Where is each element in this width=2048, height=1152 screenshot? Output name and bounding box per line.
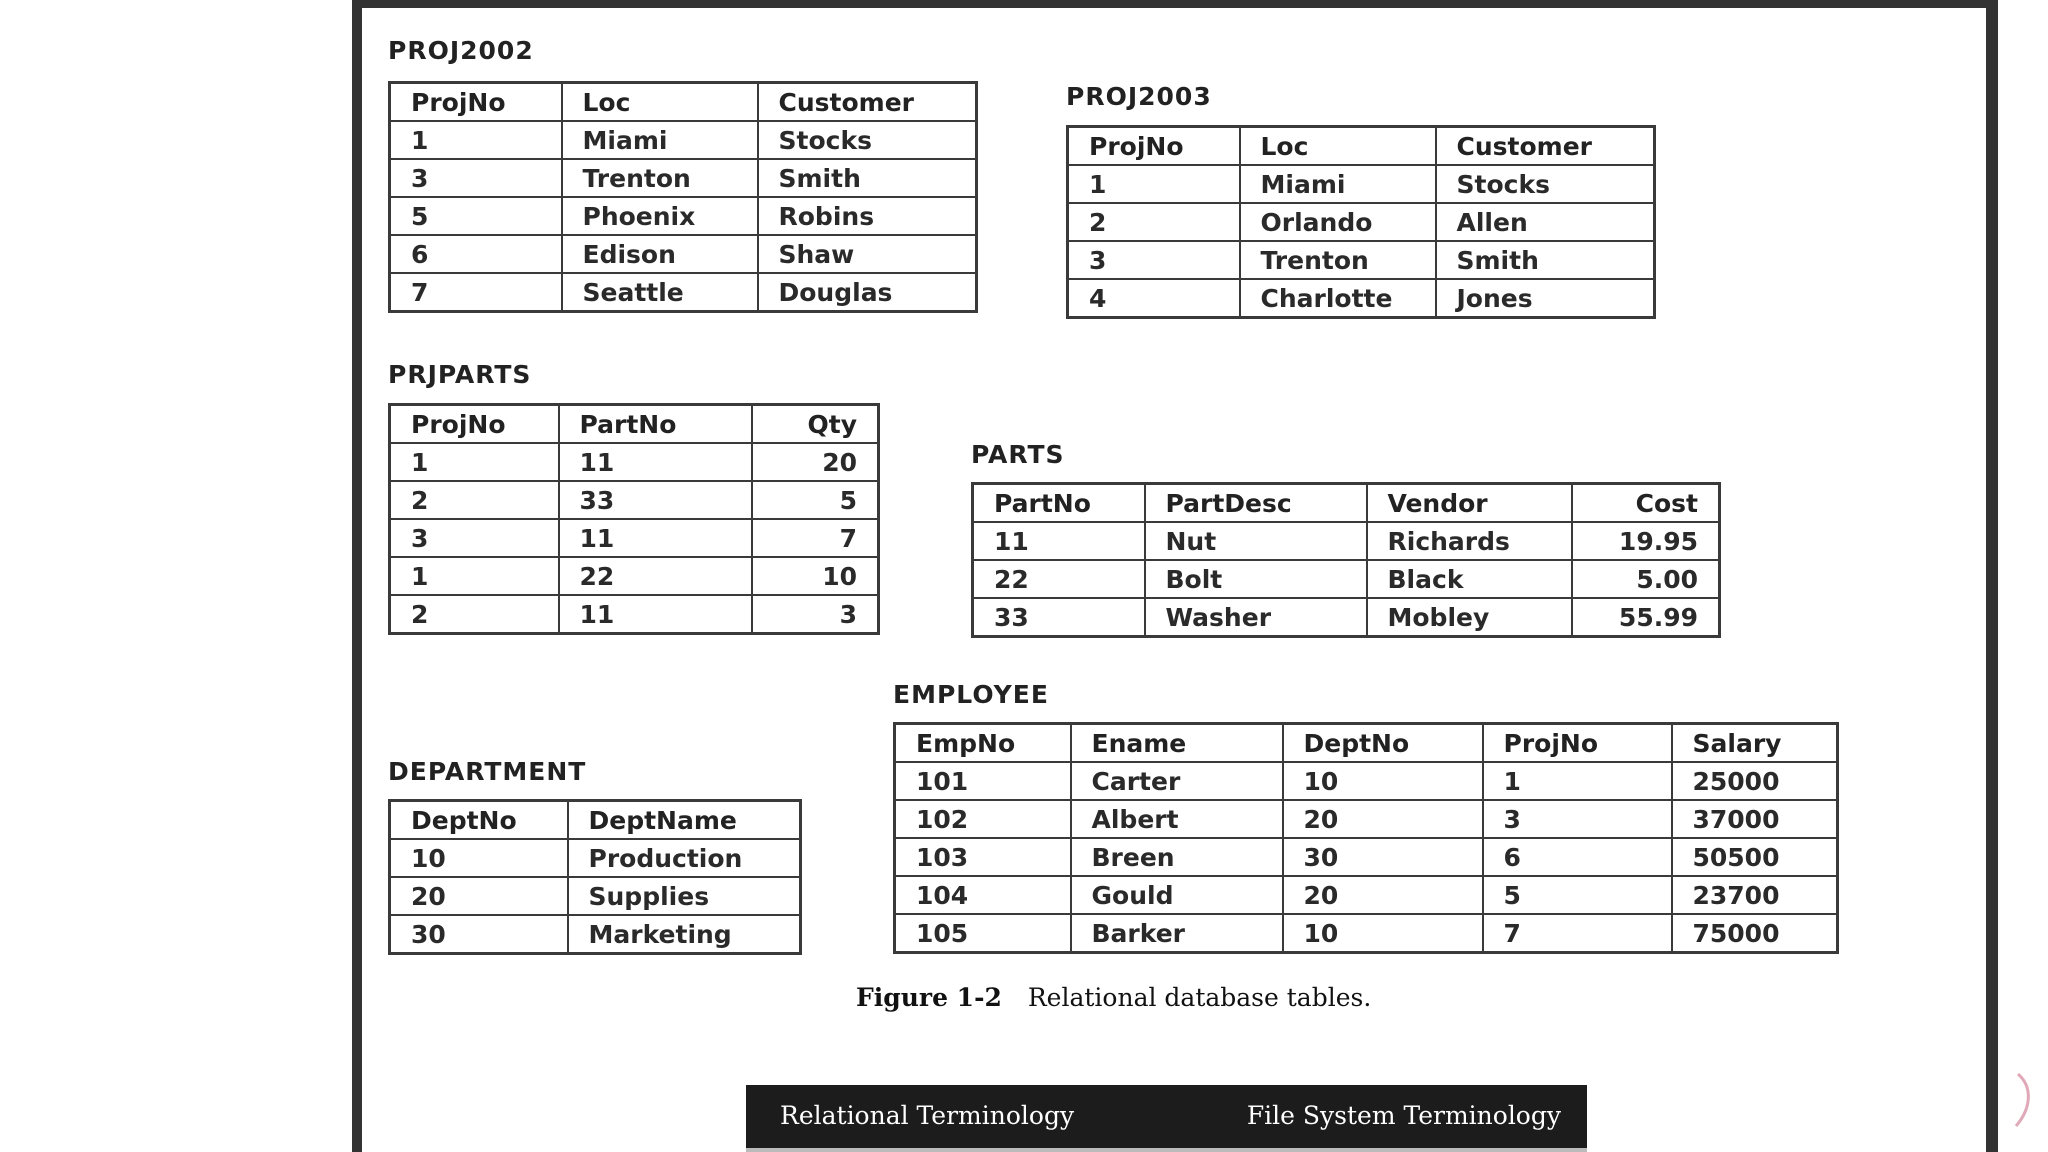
table-cell: 1 bbox=[390, 121, 562, 159]
table-cell: 3 bbox=[752, 595, 879, 634]
table-cell: Miami bbox=[562, 121, 758, 159]
table-cell: 33 bbox=[559, 481, 752, 519]
table-cell: 103 bbox=[895, 838, 1071, 876]
table-cell: Charlotte bbox=[1240, 279, 1436, 318]
table-cell: 30 bbox=[1283, 838, 1483, 876]
column-header: DeptNo bbox=[1283, 724, 1483, 763]
table-title-parts: PARTS bbox=[971, 440, 1065, 469]
table-cell: 11 bbox=[559, 443, 752, 481]
table-cell: 11 bbox=[973, 522, 1145, 560]
table-row bbox=[895, 914, 1838, 953]
table-cell: 10 bbox=[1283, 914, 1483, 953]
column-header: Salary bbox=[1672, 724, 1838, 763]
table-row bbox=[390, 519, 879, 557]
table-cell: 1 bbox=[390, 443, 559, 481]
table-cell: 1 bbox=[1483, 762, 1672, 800]
table-cell: 4 bbox=[1068, 279, 1240, 318]
table-cell: Black bbox=[1367, 560, 1572, 598]
table-cell: Carter bbox=[1071, 762, 1283, 800]
table-cell: 22 bbox=[559, 557, 752, 595]
table-cell: 101 bbox=[895, 762, 1071, 800]
table-cell: 6 bbox=[390, 235, 562, 273]
table-cell: Nut bbox=[1145, 522, 1367, 560]
table-cell: 20 bbox=[752, 443, 879, 481]
table-cell: 10 bbox=[1283, 762, 1483, 800]
table-cell: Gould bbox=[1071, 876, 1283, 914]
table-title-prjparts: PRJPARTS bbox=[388, 360, 532, 389]
table-cell: 6 bbox=[1483, 838, 1672, 876]
table-cell: Barker bbox=[1071, 914, 1283, 953]
table-cell: Albert bbox=[1071, 800, 1283, 838]
column-header: Vendor bbox=[1367, 484, 1572, 523]
table-row bbox=[1068, 203, 1655, 241]
column-header: PartNo bbox=[973, 484, 1145, 523]
column-header: Qty bbox=[752, 405, 879, 444]
figure-number: Figure 1-2 bbox=[856, 983, 1002, 1012]
table-cell: 2 bbox=[390, 595, 559, 634]
table-row bbox=[390, 481, 879, 519]
table-cell: Edison bbox=[562, 235, 758, 273]
table-cell: 55.99 bbox=[1572, 598, 1720, 637]
table-row bbox=[390, 121, 977, 159]
table-cell: Supplies bbox=[568, 877, 801, 915]
table-department bbox=[388, 799, 802, 955]
column-header: Customer bbox=[1436, 127, 1655, 166]
table-prjparts bbox=[388, 403, 880, 635]
terminology-table-header bbox=[746, 1085, 1587, 1152]
table-cell: 20 bbox=[1283, 800, 1483, 838]
table-cell: 3 bbox=[1483, 800, 1672, 838]
table-cell: Smith bbox=[1436, 241, 1655, 279]
table-row bbox=[390, 839, 801, 877]
table-cell: 5 bbox=[1483, 876, 1672, 914]
table-cell: 11 bbox=[559, 519, 752, 557]
column-header: ProjNo bbox=[1483, 724, 1672, 763]
table-cell: 104 bbox=[895, 876, 1071, 914]
table-cell: Shaw bbox=[758, 235, 977, 273]
table-cell: Robins bbox=[758, 197, 977, 235]
table-cell: 3 bbox=[1068, 241, 1240, 279]
column-header: ProjNo bbox=[390, 83, 562, 122]
viewer-frame-top bbox=[352, 0, 1998, 8]
table-header-row bbox=[895, 724, 1838, 763]
column-header: ProjNo bbox=[1068, 127, 1240, 166]
table-row bbox=[895, 800, 1838, 838]
table-cell: Mobley bbox=[1367, 598, 1572, 637]
table-parts bbox=[971, 482, 1721, 638]
table-employee bbox=[893, 722, 1839, 954]
table-row bbox=[390, 877, 801, 915]
table-cell: 33 bbox=[973, 598, 1145, 637]
table-header-row bbox=[973, 484, 1720, 523]
table-cell: 37000 bbox=[1672, 800, 1838, 838]
table-row bbox=[390, 197, 977, 235]
table-row bbox=[895, 838, 1838, 876]
table-header-row bbox=[1068, 127, 1655, 166]
table-row bbox=[390, 915, 801, 954]
column-header: PartDesc bbox=[1145, 484, 1367, 523]
table-row bbox=[895, 876, 1838, 914]
table-row bbox=[1068, 165, 1655, 203]
table-row bbox=[390, 273, 977, 312]
column-header: Cost bbox=[1572, 484, 1720, 523]
file-system-terminology-heading: File System Terminology bbox=[1246, 1101, 1561, 1130]
table-cell: Smith bbox=[758, 159, 977, 197]
table-header-row bbox=[390, 83, 977, 122]
table-header-row bbox=[390, 801, 801, 840]
table-cell: 105 bbox=[895, 914, 1071, 953]
table-cell: Douglas bbox=[758, 273, 977, 312]
table-row bbox=[973, 522, 1720, 560]
table-cell: Production bbox=[568, 839, 801, 877]
table-header-row bbox=[390, 405, 879, 444]
table-proj2002 bbox=[388, 81, 978, 313]
table-row bbox=[390, 443, 879, 481]
table-cell: 19.95 bbox=[1572, 522, 1720, 560]
column-header: Customer bbox=[758, 83, 977, 122]
table-cell: 7 bbox=[390, 273, 562, 312]
table-cell: Bolt bbox=[1145, 560, 1367, 598]
table-cell: 2 bbox=[390, 481, 559, 519]
table-row bbox=[1068, 241, 1655, 279]
table-row bbox=[390, 557, 879, 595]
table-title-employee: EMPLOYEE bbox=[893, 680, 1049, 709]
column-header: ProjNo bbox=[390, 405, 559, 444]
table-cell: 102 bbox=[895, 800, 1071, 838]
table-cell: 20 bbox=[1283, 876, 1483, 914]
column-header: Loc bbox=[1240, 127, 1436, 166]
table-cell: 22 bbox=[973, 560, 1145, 598]
table-cell: Phoenix bbox=[562, 197, 758, 235]
figure-caption-text: Relational database tables. bbox=[1027, 983, 1372, 1012]
table-cell: 11 bbox=[559, 595, 752, 634]
table-cell: Richards bbox=[1367, 522, 1572, 560]
table-title-proj2003: PROJ2003 bbox=[1066, 82, 1212, 111]
table-cell: 10 bbox=[752, 557, 879, 595]
table-cell: 2 bbox=[1068, 203, 1240, 241]
column-header: Ename bbox=[1071, 724, 1283, 763]
table-cell: 1 bbox=[390, 557, 559, 595]
table-cell: 50500 bbox=[1672, 838, 1838, 876]
column-header: PartNo bbox=[559, 405, 752, 444]
table-row bbox=[390, 159, 977, 197]
column-header: Loc bbox=[562, 83, 758, 122]
table-cell: 23700 bbox=[1672, 876, 1838, 914]
table-cell: Seattle bbox=[562, 273, 758, 312]
column-header: EmpNo bbox=[895, 724, 1071, 763]
column-header: DeptName bbox=[568, 801, 801, 840]
viewer-frame-right bbox=[1986, 0, 1998, 1152]
terminology-table-edge bbox=[746, 1148, 1587, 1152]
table-cell: Stocks bbox=[1436, 165, 1655, 203]
table-cell: Breen bbox=[1071, 838, 1283, 876]
figure-caption bbox=[856, 983, 1371, 1012]
table-cell: 5 bbox=[752, 481, 879, 519]
table-cell: Allen bbox=[1436, 203, 1655, 241]
table-cell: Trenton bbox=[1240, 241, 1436, 279]
table-row bbox=[895, 762, 1838, 800]
table-row bbox=[973, 560, 1720, 598]
table-cell: 3 bbox=[390, 519, 559, 557]
table-cell: 3 bbox=[390, 159, 562, 197]
table-title-proj2002: PROJ2002 bbox=[388, 36, 534, 65]
page-curl-mark bbox=[2012, 1070, 2038, 1130]
table-row bbox=[1068, 279, 1655, 318]
table-cell: 30 bbox=[390, 915, 568, 954]
table-cell: 20 bbox=[390, 877, 568, 915]
table-cell: 1 bbox=[1068, 165, 1240, 203]
table-cell: 7 bbox=[752, 519, 879, 557]
table-cell: 75000 bbox=[1672, 914, 1838, 953]
table-proj2003 bbox=[1066, 125, 1656, 319]
column-header: DeptNo bbox=[390, 801, 568, 840]
table-cell: 7 bbox=[1483, 914, 1672, 953]
table-cell: Stocks bbox=[758, 121, 977, 159]
relational-terminology-heading: Relational Terminology bbox=[780, 1101, 1075, 1130]
table-cell: Jones bbox=[1436, 279, 1655, 318]
table-cell: Orlando bbox=[1240, 203, 1436, 241]
table-row bbox=[390, 595, 879, 634]
table-cell: 25000 bbox=[1672, 762, 1838, 800]
table-cell: 5.00 bbox=[1572, 560, 1720, 598]
table-cell: Marketing bbox=[568, 915, 801, 954]
table-cell: Trenton bbox=[562, 159, 758, 197]
table-row bbox=[973, 598, 1720, 637]
table-row bbox=[390, 235, 977, 273]
table-cell: 5 bbox=[390, 197, 562, 235]
table-title-department: DEPARTMENT bbox=[388, 757, 587, 786]
viewer-frame-left bbox=[352, 0, 362, 1152]
table-cell: 10 bbox=[390, 839, 568, 877]
table-cell: Miami bbox=[1240, 165, 1436, 203]
table-cell: Washer bbox=[1145, 598, 1367, 637]
